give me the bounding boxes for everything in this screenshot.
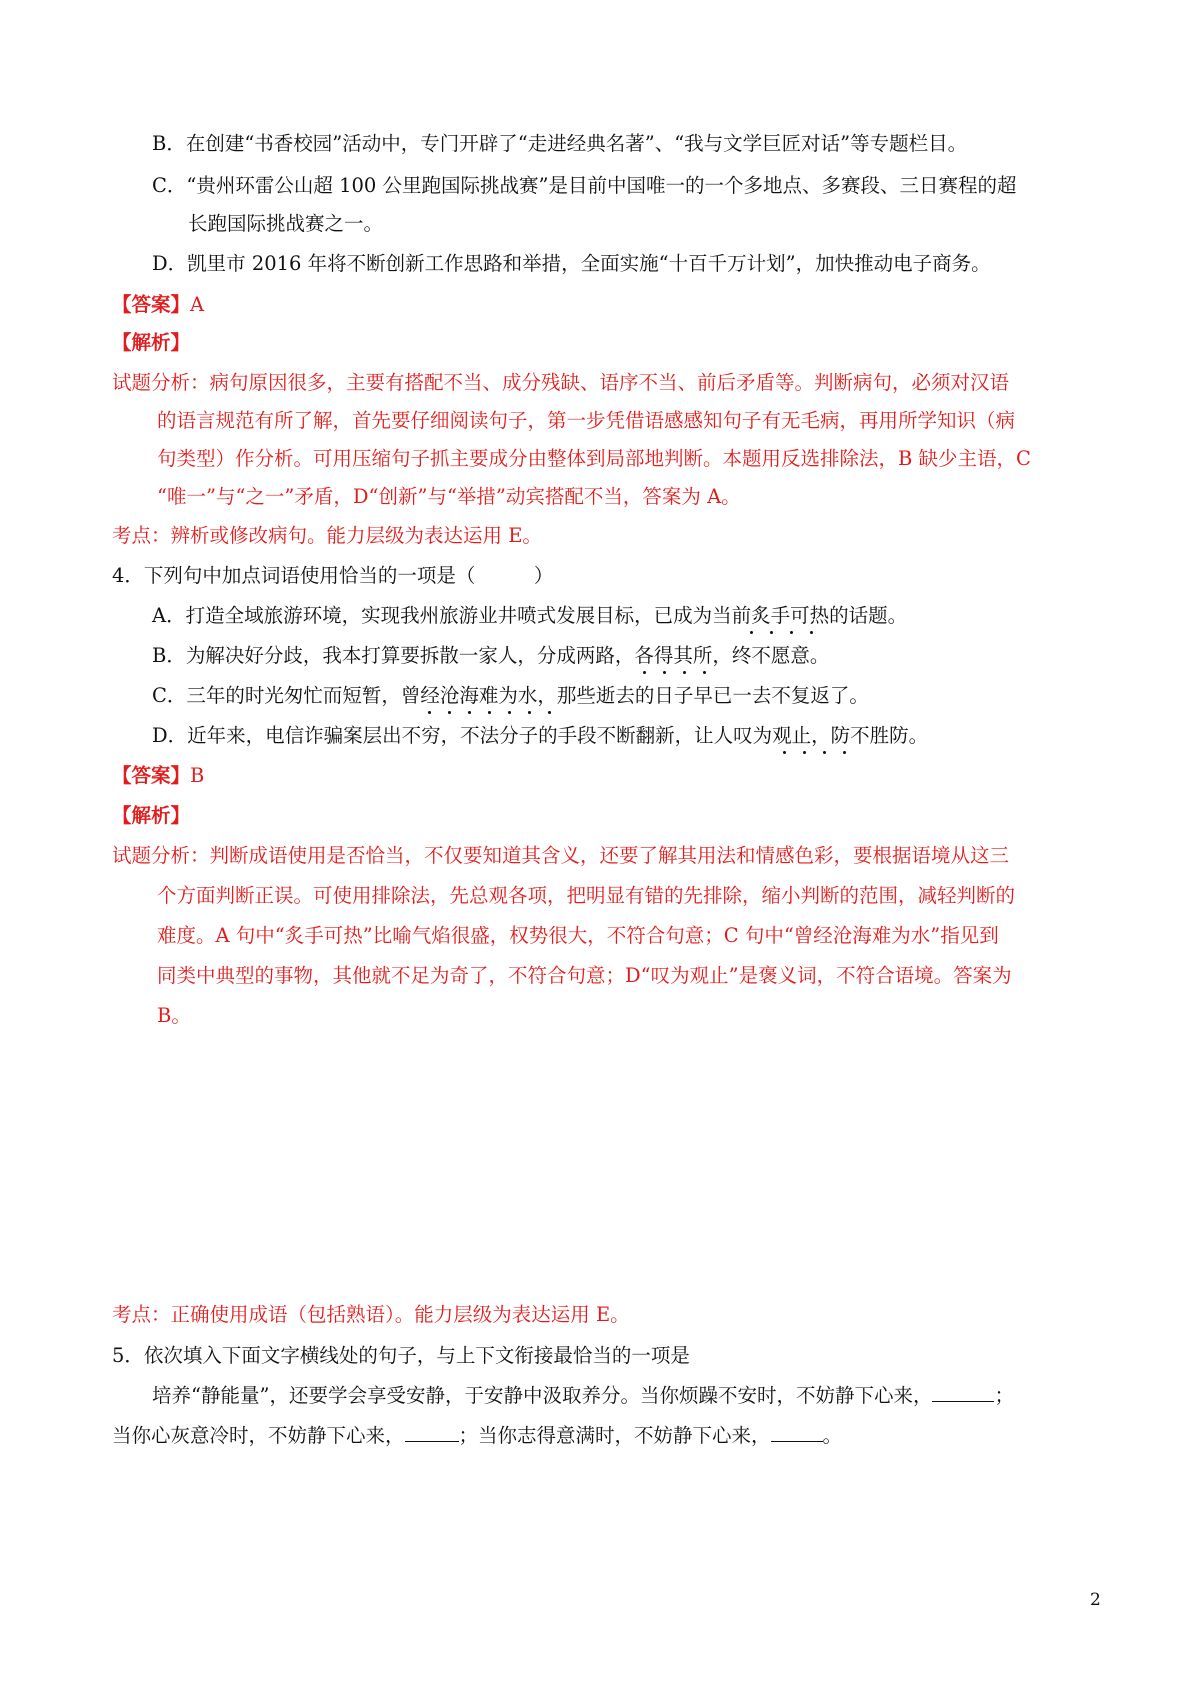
dot xyxy=(548,711,551,714)
dot xyxy=(528,711,531,714)
q5-passage-period: 。 xyxy=(822,1424,843,1447)
dot xyxy=(508,711,511,714)
dot xyxy=(663,671,666,674)
q5-passage-line1 xyxy=(152,1383,1014,1409)
q4-stem: 4．下列句中加点词语使用恰当的一项是（ ） xyxy=(112,564,554,587)
q3-option-c-line2: 长跑国际挑战赛之一。 xyxy=(188,212,384,235)
q3-option-d: D．凯里市 2016 年将不断创新工作思路和举措，全面实施“十百千万计划”，加快推动电子商务。 xyxy=(152,252,991,275)
q4-option-b: B．为解决好分歧，我本打算要拆散一家人，分成两路，各得其所，终不愿意。 xyxy=(152,644,830,667)
q4-analysis-line5: B。 xyxy=(157,1004,191,1027)
q4-kaodian: 考点：正确使用成语（包括熟语）。能力层级为表达运用 E。 xyxy=(112,1303,630,1326)
q5-passage-text-2: 当你心灰意冷时，不妨静下心来， xyxy=(112,1424,405,1447)
q3-analysis-line2: 的语言规范有所了解，首先要仔细阅读句子，第一步凭借语感感知句子有无毛病，再用所学知识（病 xyxy=(157,409,1016,432)
q3-option-b: B．在创建“书香校园”活动中，专门开辟了“走进经典名著”、“我与文学巨匠对话”等专题栏目。 xyxy=(152,132,968,155)
dot xyxy=(810,631,813,634)
q5-stem: 5．依次填入下面文字横线处的句子，与上下文衔接最恰当的一项是 xyxy=(112,1344,690,1367)
q4-answer-value: B xyxy=(190,764,205,787)
dot xyxy=(823,751,826,754)
q4-analysis-line3: 难度。A 句中“炙手可热”比喻气焰很盛，权势很大，不符合句意；C 句中“曾经沧海难为水”指见到 xyxy=(157,924,999,947)
page-number: 2 xyxy=(1090,1590,1101,1610)
q4-option-c: C．三年的时光匆忙而短暂，曾经沧海难为水，那些逝去的日子早已一去不复返了。 xyxy=(152,684,869,707)
q5-passage-text-1: 培养“静能量”，还要学会享受安静，于安静中汲取养分。当你烦躁不安时，不妨静下心来， xyxy=(152,1384,933,1407)
q4-option-a: A．打造全域旅游环境，实现我州旅游业井喷式发展目标，已成为当前炙手可热的话题。 xyxy=(152,604,908,627)
q4-answer-label: 【答案】 xyxy=(112,764,191,787)
dot xyxy=(448,711,451,714)
q4-option-d: D．近年来，电信诈骗案层出不穷，不法分子的手段不断翻新，让人叹为观止，防不胜防。 xyxy=(152,724,929,747)
fill-blank-3 xyxy=(771,1423,823,1442)
q4-analysis-line1: 试题分析：判断成语使用是否恰当，不仅要知道其含义，还要了解其用法和情感色彩，要根据语境从这三 xyxy=(112,844,1010,867)
fill-blank-2 xyxy=(405,1423,459,1442)
q3-answer-label: 【答案】 xyxy=(112,293,191,316)
dot xyxy=(750,631,753,634)
dot xyxy=(643,671,646,674)
q3-kaodian: 考点：辨析或修改病句。能力层级为表达运用 E。 xyxy=(112,524,542,547)
q5-passage-text-3: ；当你志得意满时，不妨静下心来， xyxy=(458,1424,771,1447)
dot xyxy=(843,751,846,754)
dot xyxy=(790,631,793,634)
q4-analysis-line4: 同类中典型的事物，其他就不足为奇了，不符合句意；D“叹为观止”是褒义词，不符合语境。答案为 xyxy=(157,964,1012,987)
q3-analysis-line4: “唯一”与“之一”矛盾，D“创新”与“举措”动宾搭配不当，答案为 A。 xyxy=(157,485,741,508)
dot xyxy=(468,711,471,714)
q3-analysis-line3: 句类型）作分析。可用压缩句子抓主要成分由整体到局部地判断。本题用反选排除法，B 缺少主语，C xyxy=(157,447,1031,470)
dot xyxy=(428,711,431,714)
q3-answer-value: A xyxy=(190,293,205,316)
q4-answer xyxy=(112,763,204,789)
q4-analysis-line2: 个方面判断正误。可使用排除法，先总观各项，把明显有错的先排除，缩小判断的范围，减轻判断的 xyxy=(157,884,1016,907)
dot xyxy=(803,751,806,754)
q4-analysis-label: 【解析】 xyxy=(112,804,191,827)
dot xyxy=(488,711,491,714)
q5-passage-line2 xyxy=(112,1423,842,1449)
q3-option-c-line1: C．“贵州环雷公山超 100 公里跑国际挑战赛”是目前中国唯一的一个多地点、多赛段、三日赛程的超 xyxy=(152,174,1017,197)
q3-analysis-label: 【解析】 xyxy=(112,331,191,354)
dot xyxy=(783,751,786,754)
q3-answer xyxy=(112,292,204,318)
fill-blank-1 xyxy=(932,1383,994,1402)
q5-passage-semicolon: ； xyxy=(994,1384,1014,1407)
q3-analysis-line1: 试题分析：病句原因很多，主要有搭配不当、成分残缺、语序不当、前后矛盾等。判断病句，必须对汉语 xyxy=(112,371,1010,394)
dot xyxy=(703,671,706,674)
dot xyxy=(683,671,686,674)
dot xyxy=(770,631,773,634)
